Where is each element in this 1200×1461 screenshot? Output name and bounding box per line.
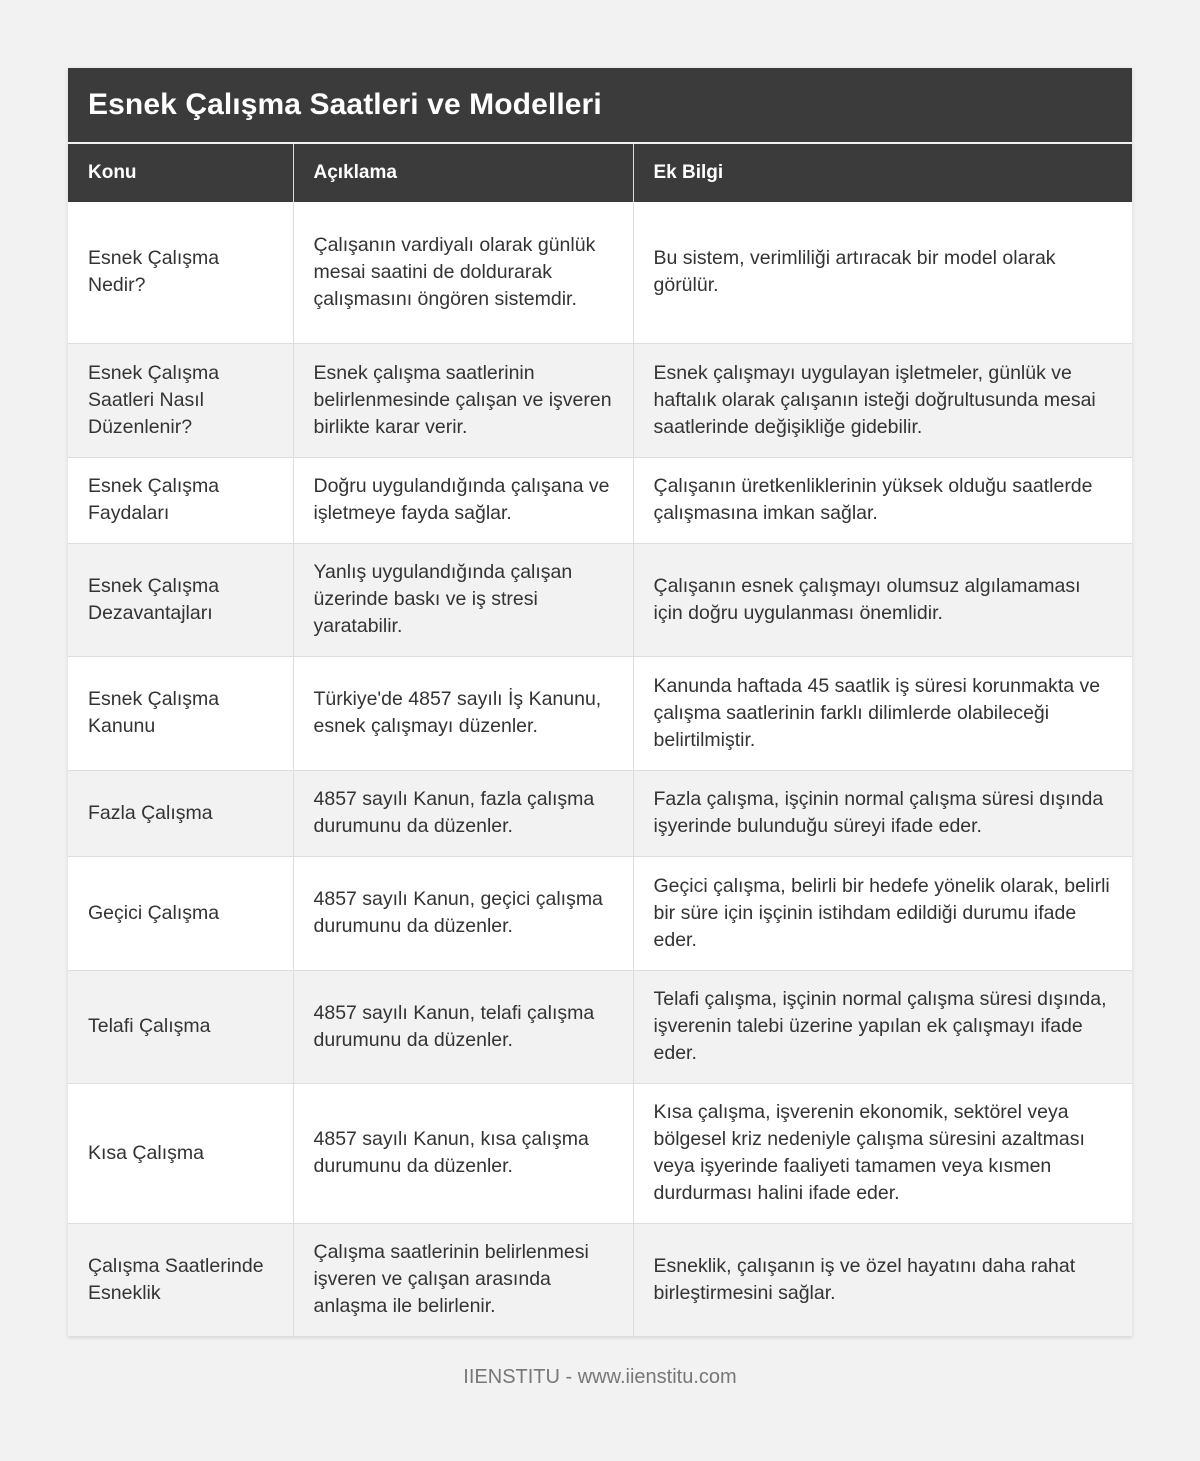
cell-aciklama: Çalışanın vardiyalı olarak günlük mesai saatini de doldurarak çalışmasını öngören sistemdir. (293, 202, 633, 343)
footer-credit: IIENSTITU - www.iienstitu.com (463, 1366, 737, 1388)
table-row (68, 856, 1132, 970)
table-row (68, 457, 1132, 543)
cell-konu: Telafi Çalışma (68, 970, 293, 1083)
cell-aciklama: Türkiye'de 4857 sayılı İş Kanunu, esnek çalışmayı düzenler. (293, 656, 633, 770)
cell-ek-bilgi: Esneklik, çalışanın iş ve özel hayatını daha rahat birleştirmesini sağlar. (633, 1223, 1132, 1336)
cell-aciklama: Esnek çalışma saatlerinin belirlenmesinde çalışan ve işveren birlikte karar verir. (293, 343, 633, 457)
cell-ek-bilgi: Kısa çalışma, işverenin ekonomik, sektörel veya bölgesel kriz nedeniyle çalışma süresini azaltması veya işyerinde faaliyeti tamamen veya kısmen durdurması halini ifade eder. (633, 1083, 1132, 1223)
table-row (68, 970, 1132, 1083)
cell-aciklama: 4857 sayılı Kanun, fazla çalışma durumunu da düzenler. (293, 770, 633, 856)
cell-konu: Geçici Çalışma (68, 856, 293, 970)
cell-konu: Çalışma Saatlerinde Esneklik (68, 1223, 293, 1336)
data-table (68, 144, 1132, 1337)
table-header-row (68, 144, 1132, 202)
cell-konu: Fazla Çalışma (68, 770, 293, 856)
cell-aciklama: 4857 sayılı Kanun, geçici çalışma durumunu da düzenler. (293, 856, 633, 970)
cell-konu: Esnek Çalışma Dezavantajları (68, 543, 293, 656)
table-row (68, 656, 1132, 770)
table-row (68, 770, 1132, 856)
table-row (68, 202, 1132, 343)
cell-konu: Esnek Çalışma Faydaları (68, 457, 293, 543)
page-title: Esnek Çalışma Saatleri ve Modelleri (88, 88, 602, 121)
table-row (68, 343, 1132, 457)
column-header-konu: Konu (68, 144, 293, 202)
cell-ek-bilgi: Bu sistem, verimliliği artıracak bir model olarak görülür. (633, 202, 1132, 343)
column-header-ek-bilgi: Ek Bilgi (633, 144, 1132, 202)
cell-aciklama: Çalışma saatlerinin belirlenmesi işveren ve çalışan arasında anlaşma ile belirlenir. (293, 1223, 633, 1336)
cell-aciklama: Yanlış uygulandığında çalışan üzerinde baskı ve iş stresi yaratabilir. (293, 543, 633, 656)
table-card (68, 68, 1132, 1337)
table-row (68, 1083, 1132, 1223)
cell-aciklama: 4857 sayılı Kanun, kısa çalışma durumunu da düzenler. (293, 1083, 633, 1223)
table-row (68, 543, 1132, 656)
cell-ek-bilgi: Fazla çalışma, işçinin normal çalışma süresi dışında işyerinde bulunduğu süreyi ifade eder. (633, 770, 1132, 856)
cell-konu: Esnek Çalışma Saatleri Nasıl Düzenlenir? (68, 343, 293, 457)
cell-ek-bilgi: Çalışanın esnek çalışmayı olumsuz algılamaması için doğru uygulanması önemlidir. (633, 543, 1132, 656)
cell-aciklama: Doğru uygulandığında çalışana ve işletmeye fayda sağlar. (293, 457, 633, 543)
cell-ek-bilgi: Geçici çalışma, belirli bir hedefe yönelik olarak, belirli bir süre için işçinin istihdam edildiği durumu ifade eder. (633, 856, 1132, 970)
title-bar (68, 68, 1132, 144)
table-row (68, 1223, 1132, 1336)
cell-aciklama: 4857 sayılı Kanun, telafi çalışma durumunu da düzenler. (293, 970, 633, 1083)
cell-ek-bilgi: Kanunda haftada 45 saatlik iş süresi korunmakta ve çalışma saatlerinin farklı dilimlerde olabileceği belirtilmiştir. (633, 656, 1132, 770)
cell-ek-bilgi: Çalışanın üretkenliklerinin yüksek olduğu saatlerde çalışmasına imkan sağlar. (633, 457, 1132, 543)
cell-ek-bilgi: Telafi çalışma, işçinin normal çalışma süresi dışında, işverenin talebi üzerine yapılan ek çalışmayı ifade eder. (633, 970, 1132, 1083)
column-header-aciklama: Açıklama (293, 144, 633, 202)
cell-konu: Kısa Çalışma (68, 1083, 293, 1223)
cell-konu: Esnek Çalışma Nedir? (68, 202, 293, 343)
cell-konu: Esnek Çalışma Kanunu (68, 656, 293, 770)
cell-ek-bilgi: Esnek çalışmayı uygulayan işletmeler, günlük ve haftalık olarak çalışanın isteği doğrultusunda mesai saatlerinde değişikliğe gidebilir. (633, 343, 1132, 457)
